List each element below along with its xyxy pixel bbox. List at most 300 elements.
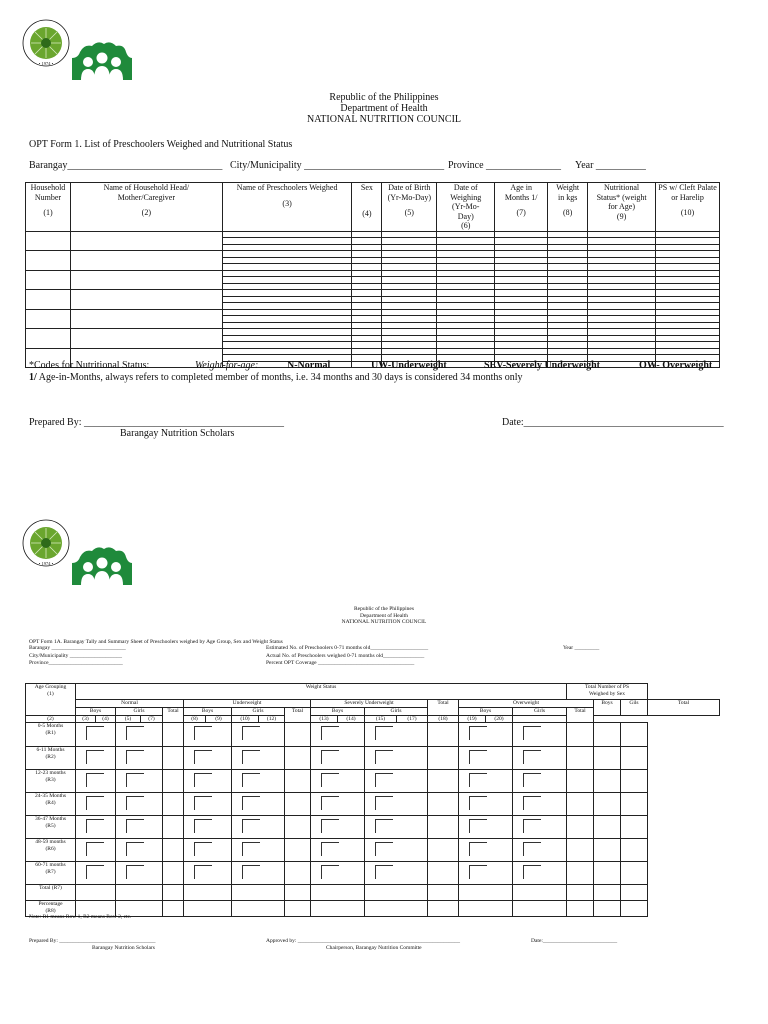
tally-cell[interactable]: [621, 862, 648, 885]
tally-box[interactable]: [375, 842, 393, 856]
tally-cell[interactable]: [513, 793, 567, 816]
col-num: (3): [282, 198, 292, 208]
tally-cell[interactable]: [163, 723, 184, 747]
col-ow-girls: Girls: [513, 708, 567, 716]
form1a-province-field[interactable]: Province___________________________: [29, 660, 123, 666]
header-council: NATIONAL NUTRITION COUNCIL: [341, 619, 427, 625]
tally-box[interactable]: [321, 773, 339, 787]
tally-cell[interactable]: [365, 901, 428, 917]
tally-cell[interactable]: [365, 885, 428, 901]
tally-box[interactable]: [126, 819, 144, 833]
column-number: (13): [311, 715, 338, 723]
tally-box[interactable]: [126, 750, 144, 764]
tally-cell[interactable]: [76, 839, 116, 862]
age-group-label: 36-47 Months (R5): [26, 816, 76, 839]
col-num: (7): [516, 208, 526, 217]
tally-cell[interactable]: [594, 793, 621, 816]
col-overweight: Overweight: [459, 700, 594, 708]
tally-cell[interactable]: [513, 747, 567, 770]
col-weight: [548, 183, 588, 232]
codes-wfa: Weight-for-age:: [195, 360, 259, 371]
tally-cell[interactable]: [513, 770, 567, 793]
tally-cell[interactable]: [567, 770, 594, 793]
tally-cell[interactable]: [285, 723, 311, 747]
col-sev-girls: Girls: [365, 708, 428, 716]
form1-prepared-role: Barangay Nutrition Scholars: [120, 428, 235, 439]
tally-row[interactable]: [26, 816, 720, 839]
tally-box[interactable]: [194, 842, 212, 856]
col-age-grouping: Age Grouping (1): [26, 684, 76, 716]
tally-box[interactable]: [242, 773, 260, 787]
tally-cell[interactable]: [116, 839, 163, 862]
note-text: Age-in-Months, always refers to completed member of months, i.e. 34 months and 30 days is considered 34 months only: [36, 372, 523, 383]
col-underweight: Underweight: [184, 700, 311, 708]
nutritional-codes: [29, 360, 729, 371]
tally-box[interactable]: [469, 865, 487, 879]
tally-cell[interactable]: [428, 723, 459, 747]
form1-year-field[interactable]: Year __________: [575, 160, 646, 171]
tally-cell[interactable]: [285, 901, 311, 917]
col-normal: Normal: [76, 700, 184, 708]
tally-row[interactable]: [26, 885, 720, 901]
tally-cell[interactable]: [567, 839, 594, 862]
tally-cell[interactable]: [459, 901, 513, 917]
tally-cell[interactable]: [76, 747, 116, 770]
col-num: (4): [362, 208, 372, 218]
household-number-cell[interactable]: [26, 290, 71, 310]
tally-cell[interactable]: [311, 901, 365, 917]
tally-cell[interactable]: [567, 862, 594, 885]
col-label: Name of Preschoolers Weighed: [236, 183, 338, 192]
tally-cell[interactable]: [594, 770, 621, 793]
tally-cell[interactable]: [459, 770, 513, 793]
tally-cell[interactable]: [163, 901, 184, 917]
tally-cell[interactable]: [428, 747, 459, 770]
col-severely-underweight: Severely Underweight: [311, 700, 428, 708]
tally-cell[interactable]: [184, 885, 232, 901]
tally-box[interactable]: [86, 750, 104, 764]
tally-cell[interactable]: [184, 747, 232, 770]
form1a-approved-by[interactable]: Approved by: ___________________________________________________________: [266, 938, 461, 944]
tally-cell[interactable]: [311, 839, 365, 862]
tally-cell[interactable]: [285, 885, 311, 901]
col-normal-boys: Boys: [76, 708, 116, 716]
tally-cell[interactable]: [184, 862, 232, 885]
col-nutritional-status: [588, 183, 656, 232]
form1-header-row: [26, 183, 720, 232]
age-group-label: 6-11 Months (R2): [26, 747, 76, 770]
form1a-title: OPT Form 1A. Barangay Tally and Summary Sheet of Preschoolers weighed by Age Group, Sex and Weight Status: [29, 639, 283, 645]
household-number-cell[interactable]: [26, 329, 71, 349]
tally-cell[interactable]: [567, 723, 594, 747]
form1a-date-field[interactable]: Date:___________________________: [531, 938, 618, 944]
col-num: (9): [616, 211, 627, 221]
tally-cell[interactable]: [76, 885, 116, 901]
tally-box[interactable]: [321, 819, 339, 833]
household-head-cell[interactable]: [70, 309, 222, 329]
nnc-family-logo-2: [70, 545, 134, 585]
tally-box[interactable]: [375, 726, 393, 740]
tally-box[interactable]: [469, 842, 487, 856]
tally-box[interactable]: [126, 773, 144, 787]
codes-lead: *Codes for Nutritional Status:: [29, 360, 150, 371]
tally-box[interactable]: [242, 842, 260, 856]
tally-cell[interactable]: [285, 862, 311, 885]
tally-cell[interactable]: [232, 793, 285, 816]
tally-cell[interactable]: [513, 816, 567, 839]
tally-cell[interactable]: [285, 793, 311, 816]
tally-cell[interactable]: [163, 862, 184, 885]
col-household-number: [26, 183, 71, 232]
tally-cell[interactable]: [428, 770, 459, 793]
tally-cell[interactable]: [594, 723, 621, 747]
age-group-label: 48-59 months (R6): [26, 839, 76, 862]
form1a-estimated-field[interactable]: Estimated No. of Preschoolers 0-71 months old_____________________: [266, 645, 429, 651]
code-underweight: UW-Underweight: [371, 360, 447, 371]
age-group-label: Total (R7): [26, 885, 76, 901]
tally-cell[interactable]: [428, 862, 459, 885]
tally-box[interactable]: [194, 726, 212, 740]
tally-cell[interactable]: [594, 747, 621, 770]
tally-cell[interactable]: [116, 885, 163, 901]
col-label: Nutritional Status* (weight for Age): [596, 183, 647, 211]
form1-barangay-field[interactable]: Barangay_______________________________: [29, 160, 223, 171]
tally-cell[interactable]: [567, 901, 594, 917]
col-label: Sex: [360, 183, 373, 192]
tally-cell[interactable]: [76, 816, 116, 839]
tally-cell[interactable]: [232, 885, 285, 901]
tally-cell[interactable]: [621, 793, 648, 816]
col-ow-total: Total: [567, 708, 594, 723]
tally-cell[interactable]: [285, 770, 311, 793]
tally-box[interactable]: [86, 773, 104, 787]
tally-cell[interactable]: [594, 885, 621, 901]
form1-province-field[interactable]: Province _______________: [448, 160, 562, 171]
tally-cell[interactable]: [428, 816, 459, 839]
tally-cell[interactable]: [311, 747, 365, 770]
tally-cell[interactable]: [232, 770, 285, 793]
tally-cell[interactable]: [513, 862, 567, 885]
tally-cell[interactable]: [116, 747, 163, 770]
col-num: (6): [461, 221, 471, 230]
column-number: (2): [26, 715, 76, 723]
tally-box[interactable]: [469, 726, 487, 740]
tally-cell[interactable]: [116, 723, 163, 747]
tally-cell[interactable]: [365, 723, 428, 747]
tally-cell[interactable]: [459, 839, 513, 862]
form1a-barangay-field[interactable]: Barangay ___________________________: [29, 645, 126, 651]
tally-cell[interactable]: [76, 723, 116, 747]
col-sex: [352, 183, 382, 232]
tally-cell[interactable]: [311, 770, 365, 793]
tally-cell[interactable]: [594, 816, 621, 839]
tally-box[interactable]: [523, 750, 541, 764]
tally-cell[interactable]: [184, 723, 232, 747]
tally-cell[interactable]: [459, 885, 513, 901]
household-head-cell[interactable]: [70, 270, 222, 290]
household-number-cell[interactable]: [26, 251, 71, 271]
nnc-seal-logo: [20, 18, 76, 68]
tally-cell[interactable]: [311, 723, 365, 747]
form1a-header: [284, 606, 484, 626]
tally-cell[interactable]: [232, 839, 285, 862]
tally-cell[interactable]: [594, 862, 621, 885]
household-head-cell[interactable]: [70, 290, 222, 310]
tally-box[interactable]: [242, 819, 260, 833]
tally-cell[interactable]: [184, 770, 232, 793]
tally-box[interactable]: [126, 865, 144, 879]
household-head-cell[interactable]: [70, 251, 222, 271]
nnc-family-logo: [70, 40, 134, 80]
tally-box[interactable]: [242, 750, 260, 764]
tally-cell[interactable]: [311, 885, 365, 901]
column-number: (7): [141, 715, 163, 723]
tally-cell[interactable]: [459, 793, 513, 816]
tally-cell[interactable]: [594, 901, 621, 917]
tally-box[interactable]: [375, 819, 393, 833]
tally-cell[interactable]: [184, 901, 232, 917]
tally-cell[interactable]: [232, 747, 285, 770]
tally-box[interactable]: [321, 796, 339, 810]
col-uw-total: Total: [285, 708, 311, 723]
household-head-cell[interactable]: [70, 231, 222, 251]
tally-box[interactable]: [242, 796, 260, 810]
form1a-percent-field[interactable]: Percent OPT Coverage ___________________________________: [266, 660, 415, 666]
form1a-year-field[interactable]: Year _________: [563, 645, 600, 651]
tally-cell[interactable]: [567, 793, 594, 816]
household-number-cell[interactable]: [26, 309, 71, 329]
col-label: Date of Birth (Yr-Mo-Day): [387, 183, 431, 202]
tally-cell[interactable]: [459, 816, 513, 839]
tally-cell[interactable]: [567, 816, 594, 839]
tally-cell[interactable]: [285, 839, 311, 862]
tally-box[interactable]: [375, 865, 393, 879]
tally-box[interactable]: [321, 842, 339, 856]
tally-cell[interactable]: [513, 839, 567, 862]
tally-row[interactable]: [26, 723, 720, 747]
form1-city-field[interactable]: City/Municipality ____________________________: [230, 160, 445, 171]
column-number: (15): [365, 715, 397, 723]
tally-cell[interactable]: [311, 816, 365, 839]
tally-cell[interactable]: [311, 793, 365, 816]
tally-box[interactable]: [194, 865, 212, 879]
col-sev-boys: Boys: [311, 708, 365, 716]
tally-cell[interactable]: [285, 816, 311, 839]
column-number: (14): [338, 715, 365, 723]
tally-cell[interactable]: [567, 885, 594, 901]
tally-box[interactable]: [86, 865, 104, 879]
column-number: (9): [206, 715, 232, 723]
tally-box[interactable]: [375, 773, 393, 787]
column-number: (20): [486, 715, 513, 723]
tally-box[interactable]: [375, 796, 393, 810]
tally-cell[interactable]: [621, 816, 648, 839]
col-total-ps-total: Total: [648, 700, 720, 716]
col-date-of-birth: [382, 183, 437, 232]
tally-box[interactable]: [126, 796, 144, 810]
tally-cell[interactable]: [116, 816, 163, 839]
tally-cell[interactable]: [621, 723, 648, 747]
form1a-prepared-role: Barangay Nutrition Scholars: [92, 945, 155, 951]
col-preschooler-name: [222, 183, 352, 232]
tally-box[interactable]: [321, 865, 339, 879]
tally-cell[interactable]: [163, 747, 184, 770]
tally-box[interactable]: [321, 726, 339, 740]
tally-cell[interactable]: [513, 723, 567, 747]
col-num: (8): [562, 208, 573, 217]
tally-box[interactable]: [523, 865, 541, 879]
tally-cell[interactable]: [232, 723, 285, 747]
tally-box[interactable]: [194, 796, 212, 810]
tally-cell[interactable]: [594, 839, 621, 862]
tally-cell[interactable]: [232, 862, 285, 885]
tally-box[interactable]: [469, 819, 487, 833]
tally-cell[interactable]: [232, 901, 285, 917]
tally-cell[interactable]: [163, 793, 184, 816]
form1-date-field[interactable]: Date:________________________________________: [502, 417, 724, 428]
tally-cell[interactable]: [163, 770, 184, 793]
tally-box[interactable]: [194, 750, 212, 764]
tally-cell[interactable]: [428, 839, 459, 862]
tally-cell[interactable]: [311, 862, 365, 885]
form1a-actual-field[interactable]: Actual No. of Preschoolers weighed 0-71 months old_______________: [266, 653, 425, 659]
tally-box[interactable]: [469, 750, 487, 764]
col-age-in-months: [495, 183, 548, 232]
tally-cell[interactable]: [513, 901, 567, 917]
form1a-city-field[interactable]: City/Municipality ___________________: [29, 653, 123, 659]
tally-cell[interactable]: [163, 816, 184, 839]
tally-row[interactable]: [26, 747, 720, 770]
col-ow-boys: Boys: [459, 708, 513, 716]
column-number: (3): [76, 715, 96, 723]
tally-box[interactable]: [126, 842, 144, 856]
form1-prepared-by[interactable]: Prepared By: ________________________________________: [29, 417, 284, 428]
col-uw-girls: Girls: [232, 708, 285, 716]
age-group-label: Percentage (R8): [26, 901, 76, 917]
tally-cell[interactable]: [621, 839, 648, 862]
tally-cell[interactable]: [567, 747, 594, 770]
age-group-label: 60-71 months (R7): [26, 862, 76, 885]
col-label: Name of Household Head/ Mother/Caregiver: [103, 183, 190, 202]
tally-cell[interactable]: [365, 793, 428, 816]
tally-cell[interactable]: [184, 793, 232, 816]
tally-cell[interactable]: [116, 862, 163, 885]
tally-row[interactable]: [26, 770, 720, 793]
column-number: (17): [397, 715, 428, 723]
tally-row[interactable]: [26, 839, 720, 862]
column-number: (4): [96, 715, 116, 723]
tally-row[interactable]: [26, 793, 720, 816]
tally-cell[interactable]: [459, 862, 513, 885]
code-overweight: OW- Overweight: [639, 360, 713, 371]
tally-cell[interactable]: [428, 793, 459, 816]
column-number: (12): [259, 715, 285, 723]
form1a-prepared-by[interactable]: Prepared By: ___________________________________: [29, 938, 156, 944]
col-num: (1): [43, 208, 53, 217]
tally-box[interactable]: [86, 726, 104, 740]
tally-box[interactable]: [86, 819, 104, 833]
column-number: (8): [184, 715, 206, 723]
tally-cell[interactable]: [184, 839, 232, 862]
tally-box[interactable]: [523, 842, 541, 856]
tally-cell[interactable]: [116, 793, 163, 816]
column-number: (19): [459, 715, 486, 723]
tally-box[interactable]: [523, 819, 541, 833]
household-number-cell[interactable]: [26, 231, 71, 251]
column-number: (5): [116, 715, 141, 723]
nnc-seal-logo-2: [20, 518, 76, 568]
tally-box[interactable]: [126, 726, 144, 740]
tally-box[interactable]: [469, 796, 487, 810]
tally-cell[interactable]: [365, 862, 428, 885]
tally-cell[interactable]: [285, 747, 311, 770]
tally-cell[interactable]: [116, 770, 163, 793]
svg-text:• 1974 •: • 1974 •: [38, 61, 54, 66]
tally-cell[interactable]: [621, 885, 648, 901]
tally-cell[interactable]: [76, 770, 116, 793]
tally-box[interactable]: [523, 796, 541, 810]
code-severely-underweight: SEV-Severely Underweight: [484, 360, 601, 371]
tally-cell[interactable]: [621, 770, 648, 793]
tally-cell[interactable]: [76, 862, 116, 885]
tally-cell[interactable]: [163, 885, 184, 901]
tally-cell[interactable]: [428, 885, 459, 901]
tally-cell[interactable]: [513, 885, 567, 901]
note-number: 1/: [29, 372, 37, 383]
tally-box[interactable]: [469, 773, 487, 787]
tally-box[interactable]: [242, 726, 260, 740]
col-label: PS w/ Cleft Palate or Harelip: [658, 183, 717, 202]
tally-box[interactable]: [194, 773, 212, 787]
tally-cell[interactable]: [428, 901, 459, 917]
header-republic: Republic of the Philippines: [329, 92, 439, 103]
tally-box[interactable]: [86, 796, 104, 810]
tally-box[interactable]: [194, 819, 212, 833]
form1a-table: [25, 683, 720, 917]
col-total-mid: Total: [428, 700, 459, 716]
col-normal-total: Total: [163, 708, 184, 723]
tally-cell[interactable]: [459, 723, 513, 747]
tally-box[interactable]: [242, 865, 260, 879]
tally-cell[interactable]: [621, 747, 648, 770]
tally-row[interactable]: [26, 862, 720, 885]
tally-cell[interactable]: [365, 839, 428, 862]
tally-cell[interactable]: [459, 747, 513, 770]
tally-cell[interactable]: [184, 816, 232, 839]
tally-cell[interactable]: [365, 770, 428, 793]
col-date-of-weighing: [437, 183, 495, 232]
col-total-ps-boys: Boys: [594, 700, 621, 716]
tally-box[interactable]: [523, 773, 541, 787]
tally-cell[interactable]: [76, 793, 116, 816]
tally-box[interactable]: [86, 842, 104, 856]
tally-cell[interactable]: [232, 816, 285, 839]
column-number: (10): [232, 715, 259, 723]
household-number-cell[interactable]: [26, 270, 71, 290]
tally-box[interactable]: [375, 750, 393, 764]
tally-cell[interactable]: [365, 816, 428, 839]
age-group-label: 0-5 Months (R1): [26, 723, 76, 747]
tally-box[interactable]: [523, 726, 541, 740]
col-total-ps-girls: Gils: [621, 700, 648, 716]
tally-cell[interactable]: [621, 901, 648, 917]
household-head-cell[interactable]: [70, 329, 222, 349]
col-num: (5): [404, 208, 414, 217]
tally-cell[interactable]: [365, 747, 428, 770]
tally-box[interactable]: [321, 750, 339, 764]
tally-cell[interactable]: [163, 839, 184, 862]
col-weight-status: Weight Status: [76, 684, 567, 700]
